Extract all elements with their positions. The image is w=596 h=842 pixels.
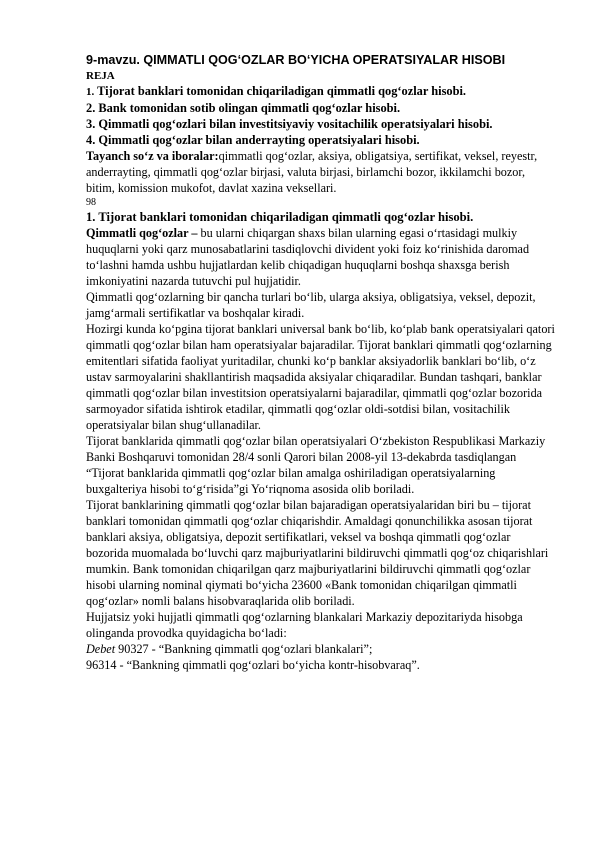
section-heading: 1. Tijorat banklari tomonidan chiqariladigan qimmatli qog‘ozlar hisobi.	[86, 210, 474, 224]
plan-item-4: 4. Qimmatli qog‘ozlar bilan anderrayting operatsiyalari hisobi.	[86, 133, 420, 147]
keywords-paragraph	[86, 148, 556, 196]
universal-bank-paragraph: Hozirgi kunda ko‘pgina tijorat banklari universal bank bo‘lib, ko‘plab bank operatsiyalari qatori qimmatli qog‘ozlar bilan ham operatsiyalar bajaradilar. Tijorat banklari qimmatli qog‘ozlarning emitentlari sifatida faoliyat yuritadilar, chunki ko‘p banklar aksiyadorlik banklari bo‘lib, o‘z ustav sarmoyalarini shakllantirish maqsadida aksiyalar chiqaradilar. Bundan tashqari, banklar qimmatli qog‘ozlar bilan investitsion operatsiyalarni bajaradilar, qimmatli qog‘ozlar bozorida sarmoyador sifatida ishtirok etadilar, qimmatli qog‘ozlar oldi-sotdisi bilan, vositachilik operatsiyalar bilan shug‘ullanadilar.	[86, 322, 555, 432]
plan-heading: REJA	[86, 70, 115, 82]
plan-item-1	[86, 83, 556, 100]
types-paragraph: Qimmatli qog‘ozlarning bir qancha turlari bo‘lib, ularga aksiya, obligatsiya, veksel, depozit, jamg‘armali sertifikatlar va boshqalar kiradi.	[86, 290, 536, 320]
plan-item-number: 1.	[86, 86, 95, 98]
definition-text: bu ularni chiqargan shaxs bilan ularning egasi o‘rtasidagi mulkiy huquqlarni yoki qarz munosabatlarini tasdiqlovchi divident yoki foiz ko‘rinishida daromad to‘lashni hamda ushbu hujjatlardan kelib chiqadigan huquqlarni boshqa shaxsga berish imkoniyatini nazarda tutuvchi pul hujjatidir.	[86, 226, 530, 288]
debit-text: 90327 - “Bankning qimmatli qog‘ozlari blankalari”;	[115, 642, 373, 656]
regulation-paragraph: Tijorat banklarida qimmatli qog‘ozlar bilan operatsiyalari O‘zbekiston Respublikasi Markaziy Banki Boshqaruvi tomonidan 28/4 sonli Qarori bilan 2008-yil 13-dekabrda tasdiqlangan “Tijorat banklarida qimmatli qog‘ozlar bilan amalga oshiriladigan operatsiyalarning buxgalteriya hisobi to‘g‘risida”gi Yo‘riqnoma asosida olib boriladi.	[86, 434, 546, 496]
plan-item-text: Tijorat banklari tomonidan chiqariladigan qimmatli qog‘ozlar hisobi.	[94, 84, 467, 98]
definition-term: Qimmatli qog‘ozlar –	[86, 226, 198, 240]
keywords-label: Tayanch so‘z va iboralar:	[86, 149, 219, 163]
issuance-paragraph: Tijorat banklarining qimmatli qog‘ozlar bilan bajaradigan operatsiyalaridan biri bu – tijorat banklari tomonidan qimmatli qog‘ozlar chiqarishdir. Amaldagi qonunchilikka asosan tijorat banklari aksiya, obligatsiya, depozit sertifikatlari, veksel va boshqa qimmatli qog‘ozlar bozorida muomalada bo‘luvchi qarz majburiyatlarini bildiruvchi qimmatli qog‘oz chiqarishlari mumkin. Bank tomonidan chiqarilgan qarz majburiyatlarini bildiruvchi qimmatli qog‘ozlar hisobi ularning nominal qiymati bo‘yicha 23600 «Bank tomonidan chiqarilgan qimmatli qog‘ozlar» nomli balans hisobvaraqlarida olib boriladi.	[86, 498, 549, 608]
page-number: 98	[86, 197, 96, 208]
page-title: 9-mavzu. QIMMATLI QOG‘OZLAR BO‘YICHA OPERATSIYALAR HISOBI	[86, 53, 506, 67]
debit-entry	[86, 641, 556, 657]
keywords-text: qimmatli qog‘ozlar, aksiya, obligatsiya, sertifikat, veksel, reyestr, anderrayting, qimmatli qog‘ozlar birjasi, valuta birjasi, birlamchi bozor, ikkilamchi bozor, bitim, komission mukofot, davlat xazina veksellari.	[86, 149, 538, 195]
plan-item-2: 2. Bank tomonidan sotib olingan qimmatli qog‘ozlar hisobi.	[86, 101, 401, 115]
document-page	[86, 52, 556, 673]
plan-item-3: 3. Qimmatli qog‘ozlari bilan investitsiyaviy vositachilik operatsiyalari hisobi.	[86, 117, 493, 131]
credit-entry: 96314 - “Bankning qimmatli qog‘ozlari bo‘yicha kontr-hisobvaraq”.	[86, 658, 420, 672]
debit-label: Debet	[86, 642, 116, 656]
depository-paragraph: Hujjatsiz yoki hujjatli qimmatli qog‘ozlarning blankalari Markaziy depozitariyda hisobga olinganda provodka quyidagicha bo‘ladi:	[86, 610, 523, 640]
definition-paragraph	[86, 225, 556, 289]
